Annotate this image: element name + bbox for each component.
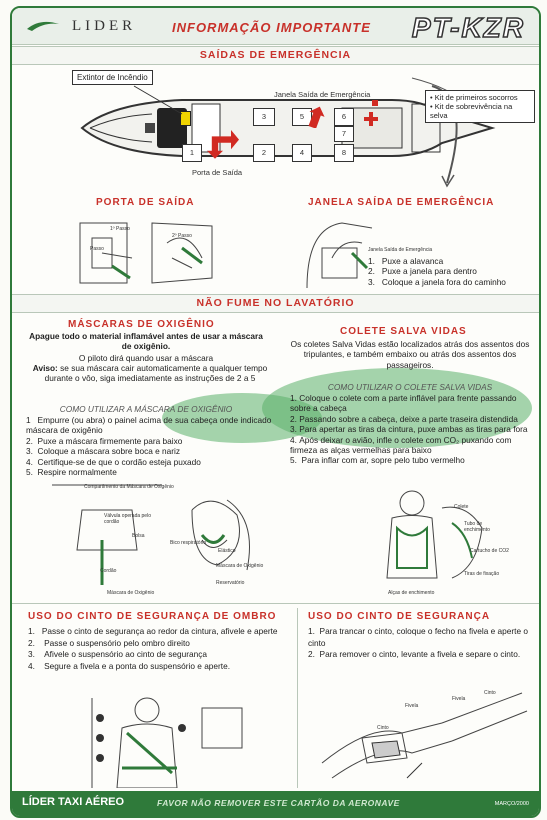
seat-belt-step-2: 2. Para remover o cinto, levante a fivela e separe o cinto. <box>308 649 521 659</box>
window-exit-illustration <box>302 218 377 293</box>
vest-step-3: 3. Para apertar as tiras da cintura, puxe ambas as tiras para fora <box>290 424 528 435</box>
oxygen-label-compartment: Compartimento da Máscara de Oxigênio <box>84 484 174 490</box>
oxygen-label-bag: Bolsa <box>132 533 145 539</box>
seat-belt-illustration <box>312 683 532 788</box>
window-exit-callout: Janela Saída de Emergência <box>274 90 371 99</box>
life-vest-howto-title: COMO UTILIZAR O COLETE SALVA VIDAS <box>327 382 493 392</box>
belt-label-buckle-2: Fivela <box>452 696 466 702</box>
seat-7: 7 <box>334 126 354 142</box>
aircraft-registration: PT-KZR <box>411 12 525 43</box>
extinguisher-callout: Extintor de Incêndio <box>72 70 153 85</box>
survival-kit-icon <box>372 100 378 106</box>
oxygen-label-mask-2: Máscara de Oxigênio <box>216 563 264 569</box>
window-exit-title: JANELA SAÍDA DE EMERGÊNCIA <box>308 197 495 208</box>
belt-divider <box>297 608 298 788</box>
kits-callout <box>425 90 535 123</box>
exit-door-step-2: 2º Passo <box>172 233 192 239</box>
first-aid-cross-icon <box>364 112 378 126</box>
seat-belt-step-1: 1. Para trancar o cinto, coloque o fecho na fivela e aperte o cinto <box>308 626 529 648</box>
exit-door-illustration <box>72 218 222 288</box>
oxygen-step-5: 5. Respire normalmente <box>26 467 117 478</box>
shoulder-belt-title: USO DO CINTO DE SEGURANÇA DE OMBRO <box>28 611 277 622</box>
survival-kit-item: • Kit de sobrevivência na selva <box>430 102 513 120</box>
first-aid-kit-item: • Kit de primeiros socorros <box>430 93 518 102</box>
oxygen-label-mask: Máscara de Oxigênio <box>107 590 155 596</box>
logo-text: LIDER <box>72 18 137 34</box>
header-title: INFORMAÇÃO IMPORTANTE <box>172 20 371 35</box>
oxygen-label-reservoir: Reservatório <box>216 580 245 586</box>
seat-2: 2 <box>253 144 275 162</box>
footer-notice: FAVOR NÃO REMOVER ESTE CARTÃO DA AERONAVE <box>157 798 400 808</box>
life-vest-intro: Os coletes Salva Vidas estão localizados atrás dos assentos dos tripulantes, e também embaixo ou atrás dos assentos dos passageiros. <box>290 339 530 370</box>
window-step-2: 2. Puxe a janela para dentro <box>368 266 477 277</box>
oxygen-step-2: 2. Puxe a máscara firmemente para baixo <box>26 435 183 446</box>
exit-door-step-3: Passo <box>90 246 104 252</box>
oxygen-label-elastic: Elástico <box>218 548 236 554</box>
exit-door-step-1: 1º Passo <box>110 226 130 232</box>
footer-date: MARÇO/2000 <box>494 801 529 807</box>
seat-8: 8 <box>334 144 354 162</box>
vest-label-handles: Alças de enchimento <box>388 590 435 596</box>
oxygen-label-nozzle: Bico respiratório <box>170 540 207 546</box>
belt-label-belt: Cinto <box>377 725 389 731</box>
seat-belt-steps <box>308 626 534 661</box>
window-step-1: 1. Puxe a alavanca <box>368 256 444 266</box>
shoulder-step-2: 2. Passe o suspensório pelo ombro direito <box>28 637 190 648</box>
exit-door-callout: Porta de Saída <box>192 168 243 177</box>
lider-logo-icon <box>26 20 60 32</box>
exit-door-title: PORTA DE SAÍDA <box>96 197 195 208</box>
belt-label-buckle: Fivela <box>405 703 419 709</box>
window-exit-arrow-icon <box>308 106 330 128</box>
oxygen-step-3: 3. Coloque a máscara sobre boca e nariz <box>26 446 181 457</box>
oxygen-title: MÁSCARAS DE OXIGÊNIO <box>68 319 215 330</box>
section-divider <box>12 603 539 604</box>
card-footer <box>12 791 539 816</box>
seat-4: 4 <box>292 144 312 162</box>
oxygen-step-1: 1 Empurre (ou abra) o painel acima de sua cabeça onde indicado máscara de oxigênio <box>26 415 272 436</box>
card-header <box>12 8 539 45</box>
window-exit-steps <box>368 256 538 287</box>
seat-3: 3 <box>253 108 275 126</box>
seat-1: 1 <box>182 144 202 162</box>
window-step-3: 3. Coloque a janela fora do caminho <box>368 276 506 287</box>
vest-label-vest: Colete <box>454 504 469 510</box>
seat-belt-title: USO DO CINTO DE SEGURANÇA <box>308 611 491 622</box>
extinguisher-leader-line <box>132 84 184 116</box>
seat-5: 5 <box>292 108 312 126</box>
shoulder-belt-illustration <box>82 688 262 788</box>
vest-label-co2: Cartucho de CO2 <box>470 548 509 554</box>
shoulder-step-1: 1. Passe o cinto de segurança ao redor da cintura, afivele e aperte <box>28 626 278 636</box>
door-exit-arrow-icon <box>207 130 247 166</box>
oxygen-label-cord: Cordão <box>100 568 117 574</box>
vest-step-4: 4. Após deixar o avião, infle o colete com CO₂ puxando com firmeza as alças vermelhas para baixo <box>290 434 512 456</box>
vest-label-straps: Tiras de fixação <box>464 571 500 577</box>
oxygen-pilot-note: O piloto dirá quando usar a máscara <box>78 353 214 363</box>
oxygen-steps <box>26 415 276 477</box>
oxygen-intro: Apague todo o material inflamável antes de usar a máscara de oxigênio. <box>29 331 263 352</box>
life-vest-illustration <box>382 488 492 598</box>
footer-company: LÍDER TAXI AÉREO <box>22 796 125 808</box>
seat-6: 6 <box>334 108 354 126</box>
life-vest-title: COLETE SALVA VIDAS <box>340 326 467 337</box>
window-diagram-label: Janela Saída de Emergência <box>368 247 433 253</box>
oxygen-warning: Aviso: se sua máscara cair automaticamente a qualquer tempo durante o vôo, siga imediatamente as instruções de 2 a 5 <box>32 363 268 384</box>
oxygen-label-valve: Válvula operada pelo cordão <box>104 513 151 525</box>
shoulder-belt-steps <box>28 626 280 672</box>
shoulder-step-3: 3. Afivele o suspensório ao cinto de segurança <box>28 649 207 659</box>
shoulder-step-4: 4. Segure a fivela e a ponta do suspensório e aperte. <box>28 660 231 671</box>
emergency-exits-band: SAÍDAS DE EMERGÊNCIA <box>12 46 539 65</box>
card-frame <box>10 6 541 818</box>
vest-label-tube: Tubo de enchimento <box>464 521 490 533</box>
no-smoking-band: NÃO FUME NO LAVATÓRIO <box>12 294 539 313</box>
vest-step-5: 5. Para inflar com ar, sopre pelo tubo vermelho <box>290 455 465 466</box>
vest-step-1: 1. Coloque o colete com a parte inflável para frente passando sobre a cabeça <box>290 393 517 414</box>
life-vest-steps <box>290 393 532 466</box>
oxygen-step-4: 4. Certifique-se de que o cordão esteja puxado <box>26 456 201 467</box>
vest-step-2: 2. Passando sobre a cabeça, deixe a parte traseira distendida <box>290 413 518 424</box>
oxygen-howto-title: COMO UTILIZAR A MÁSCARA DE OXIGÊNIO <box>59 404 233 414</box>
belt-label-belt-2: Cinto <box>484 690 496 696</box>
